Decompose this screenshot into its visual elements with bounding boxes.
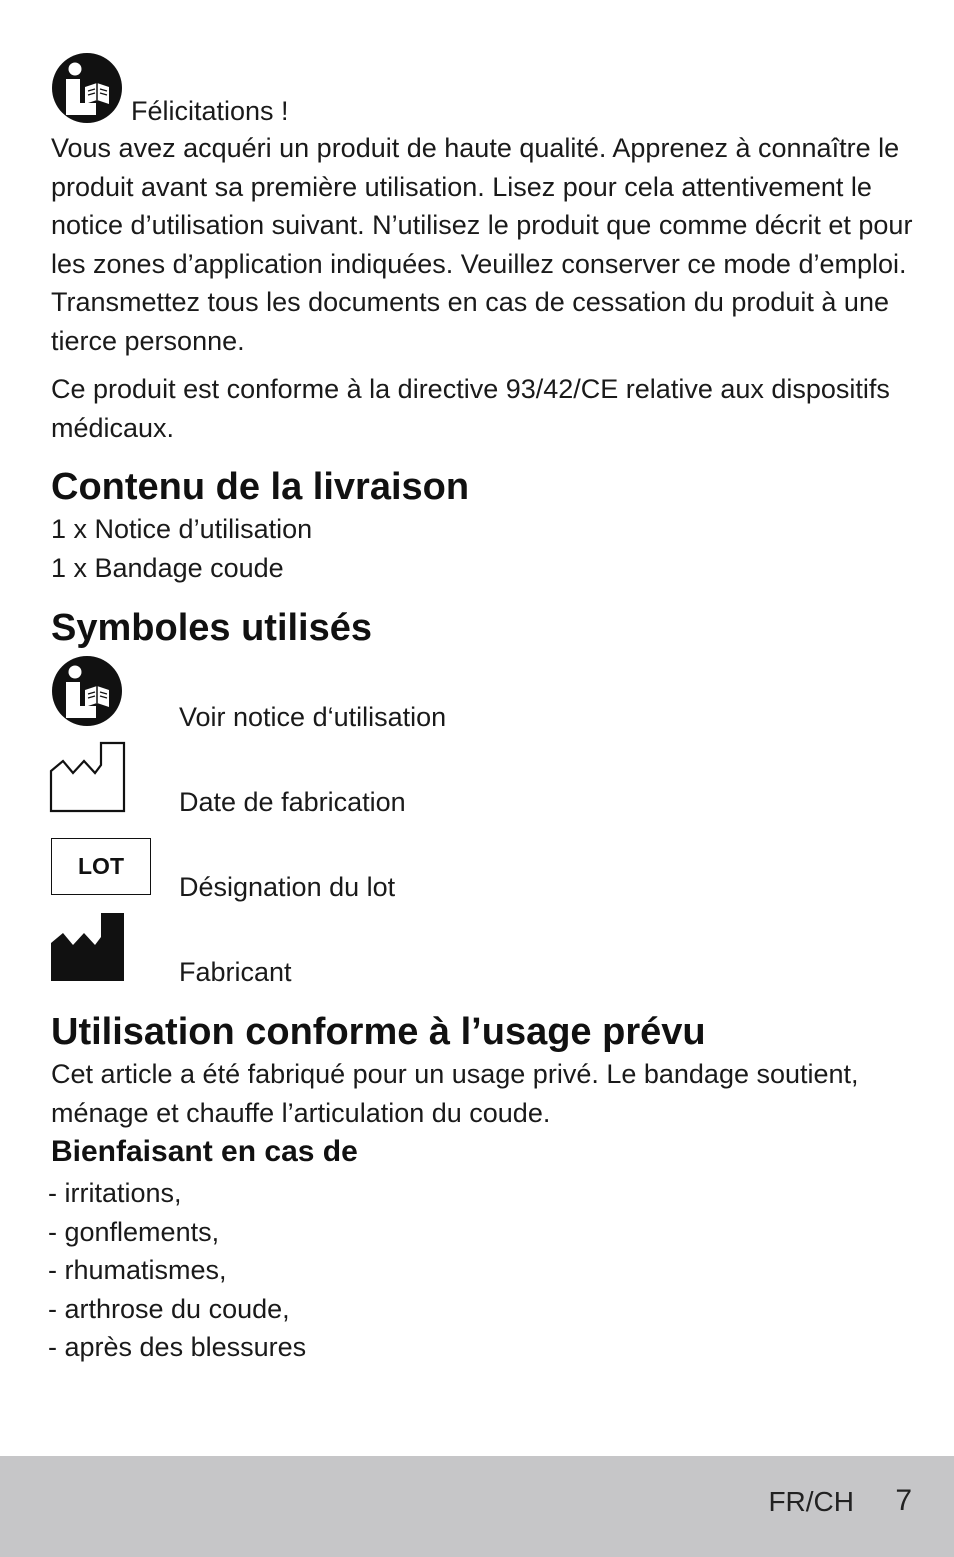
lot-icon: LOT	[51, 838, 151, 895]
manufacturer-icon	[49, 911, 127, 983]
delivery-list	[51, 510, 312, 587]
list-item: - rhumatismes,	[48, 1255, 227, 1285]
benefits-heading: Bienfaisant en cas de	[51, 1135, 358, 1168]
intended-use-paragraph: Cet article a été fabriqué pour un usage privé. Le bandage soutient, ménage et chauffe l’articulation du coude.	[51, 1059, 859, 1128]
intro-title: Félicitations !	[131, 96, 289, 126]
list-item: - irritations,	[48, 1178, 182, 1208]
directive-paragraph: Ce produit est conforme à la directive 93/42/CE relative aux dispositifs médicaux.	[51, 374, 890, 443]
read-manual-icon	[51, 52, 123, 124]
symbol-label-manual: Voir notice d‘utilisation	[179, 702, 447, 732]
delivery-heading: Contenu de la livraison	[51, 466, 470, 508]
read-manual-icon	[51, 655, 123, 727]
footer-language: FR/CH	[768, 1486, 854, 1517]
list-item: - après des blessures	[48, 1332, 307, 1362]
list-item: 1 x Notice d’utilisation	[51, 514, 313, 544]
list-item: 1 x Bandage coude	[51, 552, 284, 583]
symbol-label-date: Date de fabrication	[179, 787, 406, 817]
symbol-label-manufacturer: Fabricant	[179, 957, 292, 987]
symbols-heading: Symboles utilisés	[51, 607, 373, 649]
list-item: - gonflements,	[48, 1216, 220, 1247]
benefits-list	[48, 1174, 306, 1367]
manufacture-date-icon	[49, 741, 127, 813]
page-footer	[0, 1456, 954, 1557]
intro-paragraph: Vous avez acquéri un produit de haute qualité. Apprenez à connaître le produit avant sa première utilisation. Lisez pour cela attentivement le notice d’utilisation suivant. N’utilisez le produit que comme décrit et pour les zones d’application indiquées. Veuillez conserver ce mode d’emploi. Transmettez tous les documents en cas de cessation du produit à une tierce personne.	[51, 133, 913, 356]
intended-use-heading: Utilisation conforme à l’usage prévu	[51, 1011, 706, 1053]
list-item: - arthrose du coude,	[48, 1293, 290, 1324]
symbol-label-lot: Désignation du lot	[179, 872, 396, 902]
intro-text	[51, 129, 931, 447]
page-number: 7	[895, 1484, 912, 1517]
